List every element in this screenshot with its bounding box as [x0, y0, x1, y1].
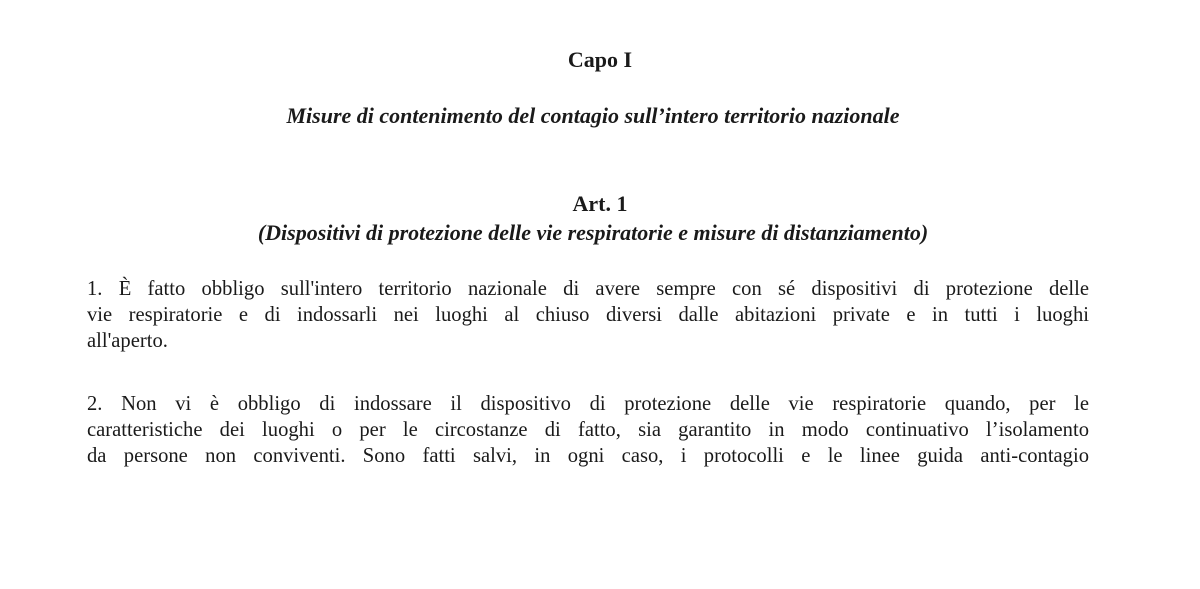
- paragraph-line: 1. È fatto obbligo sull'intero territorio nazionale di avere sempre con sé dispositivi di protezione delle: [87, 278, 1089, 300]
- chapter-subtitle: Misure di contenimento del contagio sull’intero territorio nazionale: [286, 103, 900, 128]
- paragraph-line: all'aperto.: [87, 330, 168, 352]
- paragraph-1: [87, 276, 1089, 354]
- paragraph-line: caratteristiche dei luoghi o per le circostanze di fatto, sia garantito in modo continuativo l’isolamento: [87, 419, 1089, 441]
- article-subtitle: (Dispositivi di protezione delle vie respiratorie e misure di distanziamento): [257, 220, 929, 245]
- paragraph-2: [87, 391, 1089, 469]
- paragraph-line: 2. Non vi è obbligo di indossare il dispositivo di protezione delle vie respiratorie quando, per le: [87, 393, 1089, 415]
- paragraph-line: da persone non conviventi. Sono fatti salvi, in ogni caso, i protocolli e le linee guida anti-contagio: [87, 445, 1089, 467]
- chapter-title: Capo I: [567, 47, 633, 72]
- article-title: Art. 1: [572, 191, 628, 216]
- paragraph-line: vie respiratorie e di indossarli nei luoghi al chiuso diversi dalle abitazioni private e in tutti i luoghi: [87, 304, 1089, 326]
